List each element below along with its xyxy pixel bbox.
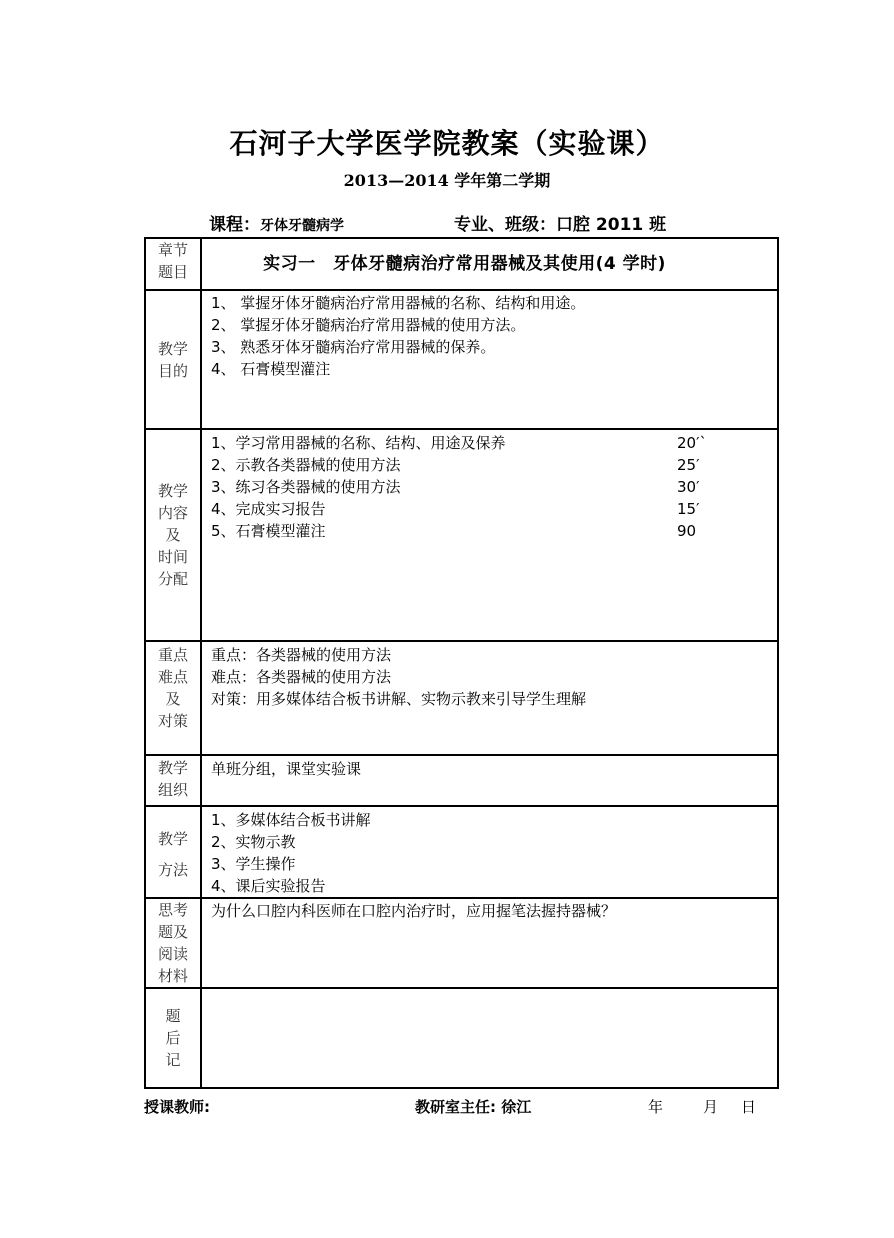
organization-cell — [201, 755, 778, 806]
director-label: 教研室主任: 徐江 — [415, 1098, 532, 1116]
content-item: 2、示教各类器械的使用方法 25′ — [211, 456, 700, 474]
month-label: 月 — [703, 1098, 719, 1116]
objective-item: 1、 掌握牙体牙髓病治疗常用器械的名称、结构和用途。 — [211, 294, 586, 312]
reading-label: 思考 题及 阅读 材料 — [145, 898, 201, 988]
chapter-label: 章节 题目 — [145, 238, 201, 290]
objective-item: 3、 熟悉牙体牙髓病治疗常用器械的保养。 — [211, 338, 496, 356]
organization-text: 单班分组，课堂实验课 — [211, 760, 362, 778]
content-item: 3、练习各类器械的使用方法 30′ — [211, 478, 700, 496]
day-label: 日 — [741, 1098, 757, 1116]
reading-cell — [201, 898, 778, 988]
method-item: 2、实物示教 — [211, 833, 296, 851]
objectives-label: 教学 目的 — [145, 290, 201, 429]
objectives-cell — [201, 290, 778, 429]
key-point-item: 对策：用多媒体结合板书讲解、实物示教来引导学生理解 — [211, 690, 587, 708]
postscript-label: 题 后 记 — [145, 988, 201, 1088]
chapter-title: 实习一 牙体牙髓病治疗常用器械及其使用(4 学时) — [263, 254, 666, 274]
course-label: 课程： — [209, 215, 260, 235]
content-cell — [201, 429, 778, 641]
major-info — [454, 210, 666, 235]
term-subtitle: 2013—2014 学年第二学期 — [343, 171, 551, 190]
postscript-row — [145, 988, 778, 1088]
lesson-plan-table — [144, 237, 779, 1089]
chapter-row — [145, 238, 778, 290]
organization-row — [145, 755, 778, 806]
objective-item: 4、 石膏模型灌注 — [211, 360, 331, 378]
reading-row — [145, 898, 778, 988]
postscript-cell — [201, 988, 778, 1088]
major-value: 口腔 2011 班 — [556, 215, 667, 235]
organization-label: 教学 组织 — [145, 755, 201, 806]
objectives-row — [145, 290, 778, 429]
method-item: 3、学生操作 — [211, 855, 296, 873]
reading-text: 为什么口腔内科医师在口腔内治疗时，应用握笔法握持器械？ — [211, 902, 617, 920]
course-info — [209, 210, 344, 235]
content-item: 5、石膏模型灌注 90 — [211, 522, 697, 540]
methods-row — [145, 806, 778, 898]
content-label: 教学 内容 及 时间 分配 — [145, 429, 201, 641]
methods-label: 教学 方法 — [145, 806, 201, 898]
document-title: 石河子大学医学院教案（实验课） — [229, 127, 665, 160]
major-label: 专业、班级： — [454, 215, 556, 235]
key-point-item: 重点：各类器械的使用方法 — [211, 646, 392, 664]
year-label: 年 — [648, 1098, 664, 1116]
content-row — [145, 429, 778, 641]
method-item: 4、课后实验报告 — [211, 877, 326, 895]
key-points-cell — [201, 641, 778, 755]
content-item: 4、完成实习报告 15′ — [211, 500, 700, 518]
methods-cell — [201, 806, 778, 898]
key-points-row — [145, 641, 778, 755]
key-point-item: 难点：各类器械的使用方法 — [211, 668, 392, 686]
course-value: 牙体牙髓病学 — [260, 218, 344, 234]
key-points-label: 重点 难点 及 对策 — [145, 641, 201, 755]
teacher-label: 授课教师: — [144, 1098, 210, 1116]
method-item: 1、多媒体结合板书讲解 — [211, 811, 371, 829]
chapter-title-cell — [201, 238, 778, 290]
objective-item: 2、 掌握牙体牙髓病治疗常用器械的使用方法。 — [211, 316, 526, 334]
content-item: 1、学习常用器械的名称、结构、用途及保养 20′` — [211, 434, 707, 452]
